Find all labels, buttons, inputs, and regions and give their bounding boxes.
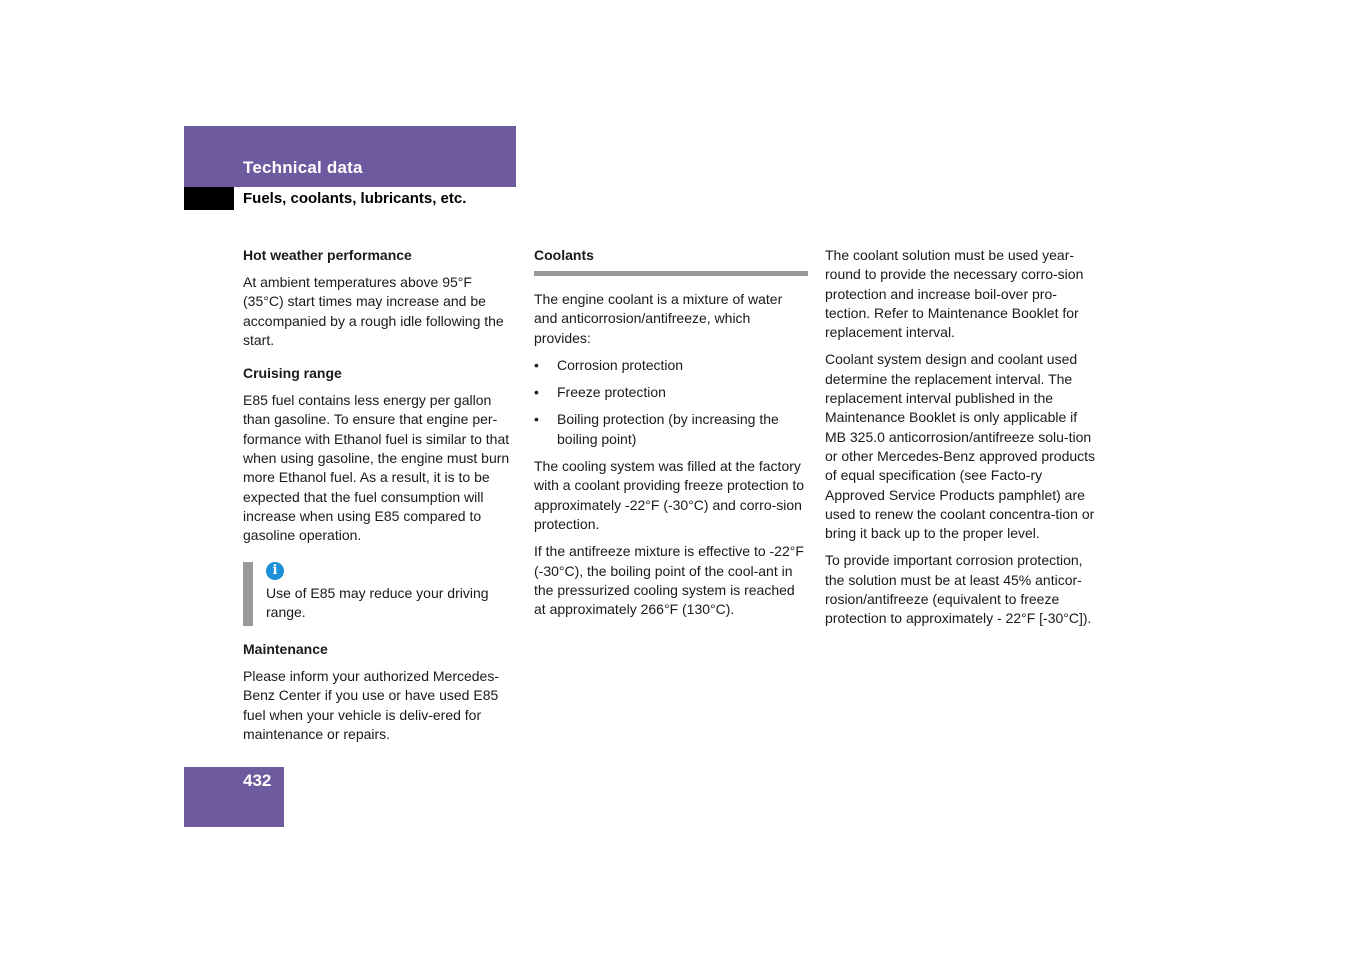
coolant-intro-text: The engine coolant is a mixture of water and anticorrosion/antifreeze, which provides: (534, 291, 783, 346)
section-title: Fuels, coolants, lubricants, etc. (243, 190, 467, 207)
chapter-title: Technical data (243, 158, 363, 177)
info-text: Use of E85 may reduce your driving range. (266, 584, 489, 620)
cruising-range-text: E85 fuel contains less energy per gallon than gasoline. To ensure that engine per-formance with Ethanol fuel is similar to that when using gasoline, the engine must burn more Ethanol fuel. As a result, it is to be expected that the fuel consumption will increase when using E85 compared to gasoline operation. (243, 392, 510, 544)
cruising-range-heading: Cruising range (243, 365, 342, 382)
column-middle (534, 246, 808, 627)
year-round-text: The coolant solution must be used year-round to provide the necessary corro-sion protection and increase boil-over pro-tection. Refer to Maintenance Booklet for replacement interval. (825, 247, 1084, 341)
maintenance-text: Please inform your authorized Mercedes-Benz Center if you use or have used E85 fuel when your vehicle is deliv-ered for maintenance or repairs. (243, 668, 500, 743)
page-number: 432 (243, 771, 272, 790)
column-left (243, 246, 515, 752)
info-note (243, 562, 515, 627)
factory-fill-text: The cooling system was filled at the factory with a coolant providing freeze protection to approximately -22°F (-30°C) and corro-sion protection. (534, 458, 805, 532)
replacement-interval-text: Coolant system design and coolant used determine the replacement interval. The replacement interval published in the Maintenance Booklet is only applicable if MB 325.0 anticorrosion/antifreeze solu-tion or other Mercedes-Benz approved products of equal specification (see Facto-ry Approved Service Products pamphlet) are used to renew the coolant concentra-tion or bring it back up to the proper level. (825, 351, 1096, 542)
list-item: • Freeze protection (534, 383, 808, 402)
coolants-heading: Coolants (534, 246, 808, 276)
info-icon: i (266, 562, 284, 580)
info-bar (243, 562, 253, 627)
list-item: • Corrosion protection (534, 356, 808, 375)
corrosion-protection-text: To provide important corrosion protection, the solution must be at least 45% anticor-rosion/antifreeze (equivalent to freeze protection to approximately - 22°F [-30°C]). (825, 552, 1092, 627)
antifreeze-text: If the antifreeze mixture is effective to -22°F (-30°C), the boiling point of the cool-ant in the pressurized cooling system is reached at approximately 266°F (130°C). (534, 543, 804, 618)
section-marker (184, 187, 234, 210)
hot-weather-text: At ambient temperatures above 95°F (35°C) start times may increase and be accompanied by a rough idle following the start. (243, 274, 504, 348)
coolant-benefits-list (534, 356, 808, 449)
column-right (825, 246, 1101, 637)
hot-weather-heading: Hot weather performance (243, 247, 412, 263)
maintenance-heading: Maintenance (243, 641, 328, 658)
list-item: • Boiling protection (by increasing the boiling point) (534, 410, 808, 449)
